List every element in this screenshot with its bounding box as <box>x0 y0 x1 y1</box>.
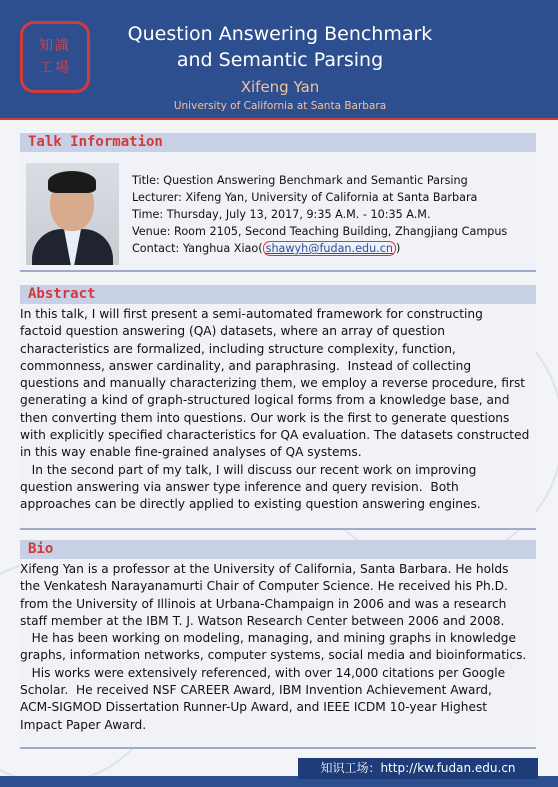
speaker-affiliation: University of California at Santa Barbara <box>173 100 387 112</box>
abstract-line: characteristics are formalized, including structure complexity, function, <box>20 341 456 356</box>
abstract-text <box>20 306 540 514</box>
bio-line: from the University of Illinois at Urbana-Champaign in 2006 and was a research <box>20 596 507 611</box>
abstract-line: with explicitly specified characteristics for QA evaluation. The datasets constructed <box>20 428 530 443</box>
contact-email-link[interactable]: shawyh@fudan.edu.cn <box>263 241 396 256</box>
bio-line: the Venkatesh Narayanamurti Chair of Computer Science. He received his Ph.D. <box>20 579 508 594</box>
abstract-heading: Abstract <box>20 285 536 304</box>
venue-detail: Venue: Room 2105, Second Teaching Building, Zhangjiang Campus <box>132 225 508 238</box>
time-detail: Time: Thursday, July 13, 2017, 9:35 A.M. - 10:35 A.M. <box>132 208 431 221</box>
abstract-line: approaches can be directly applied to existing question answering engines. <box>20 497 481 512</box>
abstract-line: In this talk, I will first present a semi-automated framework for constructing <box>20 307 483 321</box>
speaker-photo <box>26 163 119 265</box>
bio-text <box>20 561 540 734</box>
bio-line: ACM-SIGMOD Dissertation Runner-Up Award, and IEEE ICDM 10-year Highest <box>20 700 488 715</box>
logo-text-line2: 工場 <box>39 60 71 76</box>
logo-text-line1: 知識 <box>39 38 71 54</box>
contact-suffix: ) <box>395 242 401 255</box>
abstract-line: In the second part of my talk, I will discuss our recent work on improving <box>20 462 477 477</box>
footer-website-link[interactable]: 知识工场：http://kw.fudan.edu.cn <box>298 758 538 779</box>
abstract-line: then converting them into questions. Our work is the first to generate questions <box>20 410 510 425</box>
talk-info-heading: Talk Information <box>20 133 536 152</box>
bio-line: graphs, information networks, computer systems, social media and bioinformatics. <box>20 648 527 663</box>
bio-line: His works were extensively referenced, with over 14,000 citations per Google <box>20 665 506 680</box>
talk-title-line1: Question Answering Benchmark <box>127 23 433 45</box>
bio-line: Scholar. He received NSF CAREER Award, IBM Invention Achievement Award, <box>20 683 492 698</box>
contact-prefix: Contact: Yanghua Xiao( <box>132 242 263 255</box>
talk-title-detail: Title: Question Answering Benchmark and Semantic Parsing <box>132 174 468 187</box>
bio-line: staff member at the IBM T. J. Watson Research Center between 2006 and 2008. <box>20 613 505 628</box>
abstract-line: question answering via answer type inference and query revision. Both <box>20 479 459 494</box>
abstract-line: generating a kind of graph-structured logical forms from a knowledge base, and <box>20 393 510 408</box>
talk-details <box>132 172 507 257</box>
abstract-line: factoid question answering (QA) datasets, where an array of question <box>20 324 445 339</box>
bio-line: He has been working on modeling, managing, and mining graphs in knowledge <box>20 631 517 646</box>
bio-heading: Bio <box>20 540 536 559</box>
bio-line: Xifeng Yan is a professor at the University of California, Santa Barbara. He holds <box>20 562 509 576</box>
contact-detail <box>132 240 507 257</box>
speaker-name: Xifeng Yan <box>240 78 320 96</box>
abstract-line: in this way enable fine-grained analyses of QA systems. <box>20 445 362 460</box>
lecturer-detail: Lecturer: Xifeng Yan, University of California at Santa Barbara <box>132 191 478 204</box>
bio-line: Impact Paper Award. <box>20 717 147 732</box>
header-banner <box>0 0 558 120</box>
knowledge-factory-logo <box>20 21 90 93</box>
abstract-line: questions and manually characterizing them, we employ a reverse procedure, first <box>20 376 526 391</box>
talk-title-line2: and Semantic Parsing <box>176 49 384 71</box>
abstract-line: commonness, answer cardinality, and paraphrasing. Instead of collecting <box>20 358 472 373</box>
